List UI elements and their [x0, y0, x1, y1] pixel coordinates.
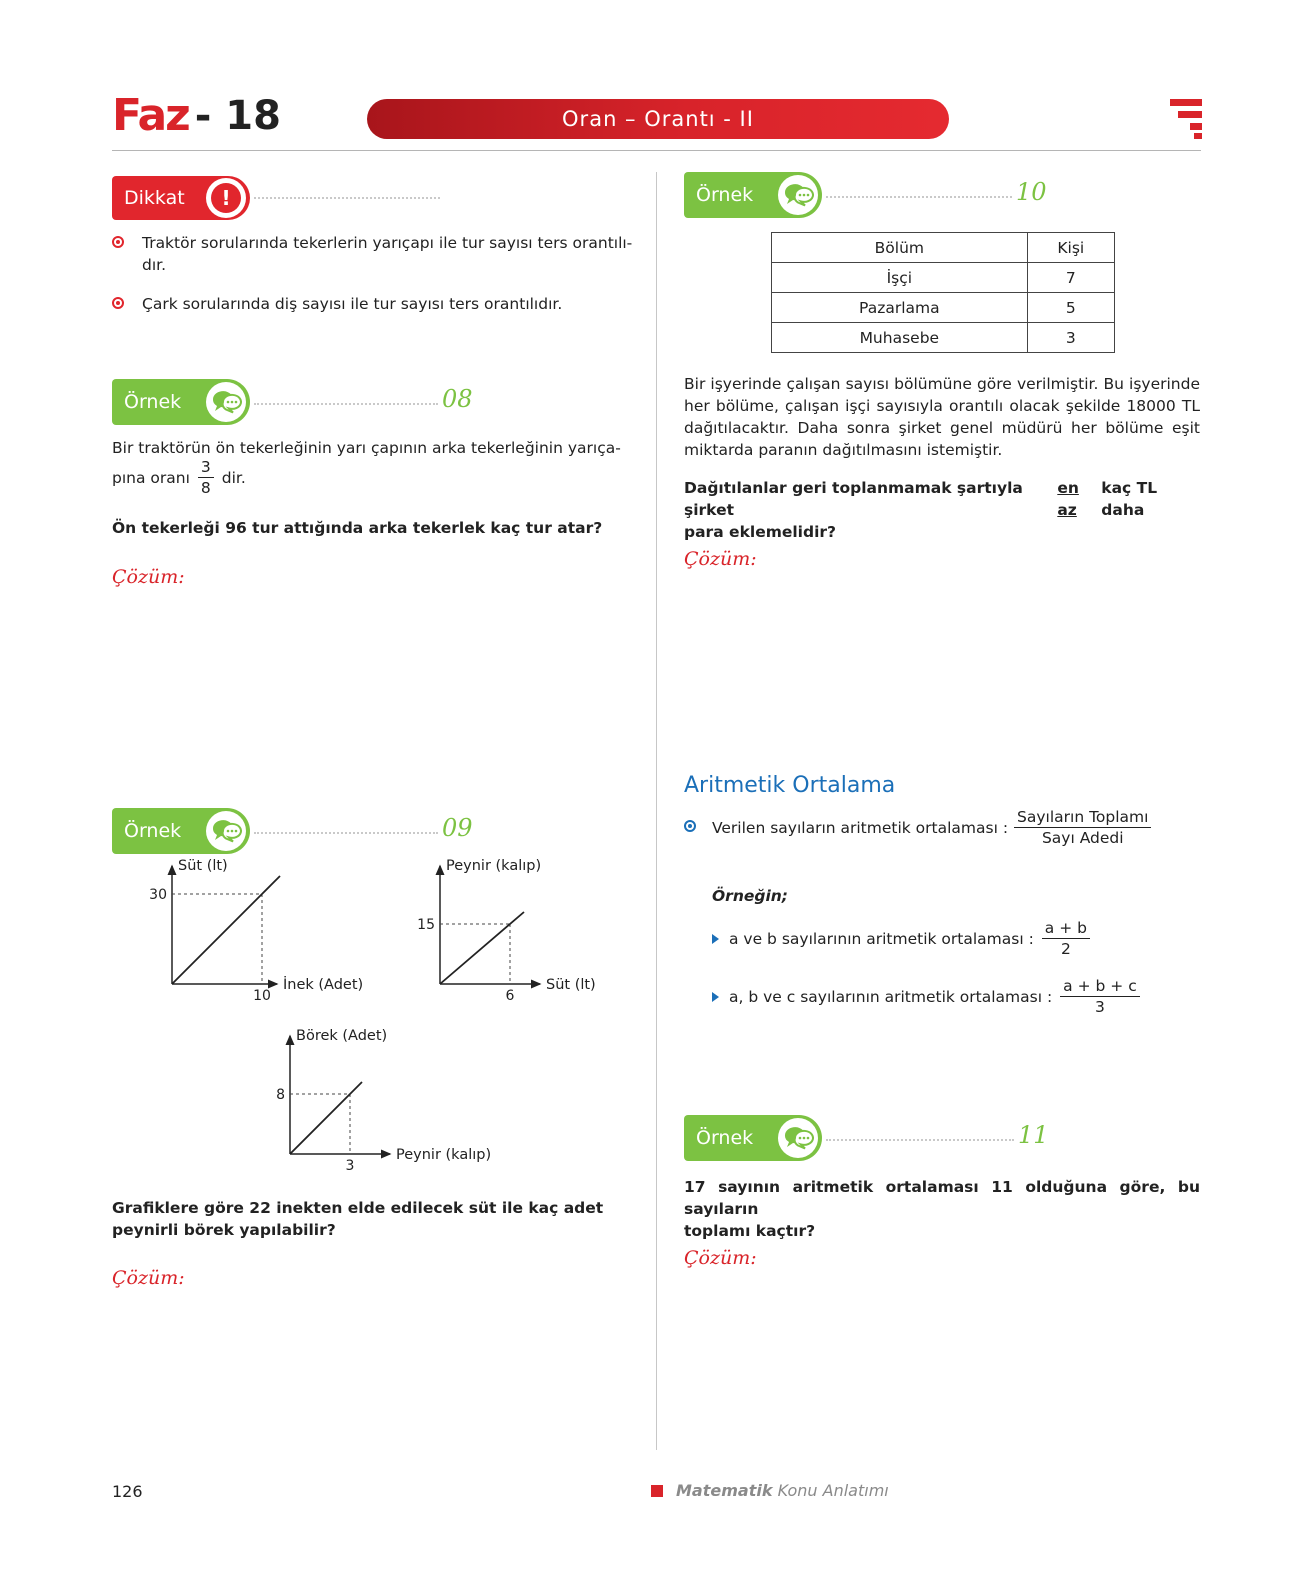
example-number: 10 [1016, 178, 1047, 206]
mean-example-2 [729, 976, 1144, 1017]
ex10-text-line: her bölüme, çalışan işçi sayısıyla orantılı olacak şekilde 18000 TL [684, 397, 1200, 415]
ornek-label: Örnek [696, 184, 754, 206]
y-axis-label: Börek (Adet) [296, 1028, 388, 1044]
ex10-text-line: dağıtılacaktır. Daha sonra şirket genel müdürü her bölüme eşit [684, 419, 1200, 437]
ex08-text-pre: pına oranı [112, 468, 190, 487]
department-table [771, 232, 1115, 353]
ex11-question-line2: toplamı kaçtır? [684, 1222, 816, 1240]
fraction-denominator: 3 [1095, 998, 1105, 1016]
example-number: 08 [442, 385, 473, 413]
table-cell: İşçi [772, 263, 1028, 293]
warning-icon: ! [206, 178, 246, 218]
ex08-text-line2 [112, 457, 246, 498]
y-tick-label: 8 [276, 1087, 285, 1103]
table-header-cell: Bölüm [772, 233, 1028, 263]
fraction-numerator: 3 [198, 457, 214, 478]
ex08-question: Ön tekerleği 96 tur attığında arka tekerlek kaç tur atar? [112, 519, 603, 537]
ex10-text-line: miktarda paranın dağıtılmasını istemiştir. [684, 441, 1003, 459]
y-tick-label: 30 [149, 887, 167, 903]
page-number: 126 [112, 1482, 143, 1501]
series-line [290, 1082, 362, 1154]
header-divider [112, 150, 1201, 151]
solution-label: Çözüm: [684, 548, 757, 570]
dikkat-badge [112, 176, 250, 220]
example-number: 11 [1018, 1121, 1049, 1149]
fraction-denominator: Sayı Adedi [1041, 829, 1124, 847]
footer-brand [676, 1481, 889, 1500]
x-tick-label: 6 [505, 988, 515, 1004]
dikkat-item-1-cont: dır. [142, 256, 167, 274]
mean-definition-text: Verilen sayıların aritmetik ortalaması : [712, 818, 1009, 837]
ornek-badge [684, 172, 822, 218]
page-title: Oran – Orantı - II [367, 99, 949, 139]
table-cell: Muhasebe [772, 323, 1028, 353]
y-axis-label: Peynir (kalıp) [446, 858, 542, 874]
fraction-numerator: a + b + c [1060, 976, 1140, 997]
arrow-bullet-icon [712, 934, 719, 944]
table-header-row [772, 233, 1115, 263]
dotted-leader [254, 832, 438, 834]
fraction-denominator: 2 [1060, 940, 1071, 958]
x-tick-label: 3 [345, 1158, 355, 1174]
bullet-icon [684, 820, 696, 832]
dotted-leader [826, 1139, 1014, 1141]
footer-square-icon [651, 1485, 663, 1497]
speech-bubble-icon [206, 382, 246, 422]
mean-example-2-fraction [1060, 976, 1140, 1017]
x-axis-label: Süt (lt) [546, 977, 596, 993]
table-cell: 7 [1027, 263, 1114, 293]
table-cell: Pazarlama [772, 293, 1028, 323]
mean-example-1 [729, 918, 1094, 959]
table-header-cell: Kişi [1027, 233, 1114, 263]
column-divider [656, 172, 657, 1450]
brand-mark-icon [1170, 99, 1202, 139]
table-row [772, 293, 1115, 323]
dikkat-item-1: Traktör sorularında tekerlerin yarıçapı ile tur sayısı ters orantılı- [142, 234, 633, 252]
series-line [440, 912, 524, 984]
ex11-question-line1: 17 sayının aritmetik ortalaması 11 olduğuna göre, bu sayıların [684, 1178, 1200, 1218]
solution-label: Çözüm: [684, 1247, 757, 1269]
ex10-text-block [684, 373, 1200, 461]
ex08-text-line1: Bir traktörün ön tekerleğinin yarı çapının arka tekerleğinin yarıça- [112, 439, 621, 457]
fraction-denominator: 8 [200, 479, 211, 497]
x-axis-label: Peynir (kalıp) [396, 1147, 492, 1163]
ornek-label: Örnek [124, 391, 182, 413]
speech-bubble-icon [778, 175, 818, 215]
ex10-question-pre: Dağıtılanlar geri toplanmamak şartıyla şirket [684, 479, 1023, 519]
ratio-fraction [198, 457, 214, 498]
ornek-label: Örnek [124, 820, 182, 842]
ex10-question-post: kaç TL daha [1101, 479, 1158, 519]
dotted-leader [254, 197, 440, 199]
ex10-question-line2: para eklemelidir? [684, 523, 837, 541]
ornek-badge [684, 1115, 822, 1161]
fraction-numerator: Sayıların Toplamı [1014, 807, 1151, 828]
chart-peynir-sut [417, 858, 596, 1004]
logo-text: Faz [112, 90, 189, 141]
ornek-badge [112, 379, 250, 425]
y-tick-label: 15 [417, 917, 435, 933]
ornek-label: Örnek [696, 1127, 754, 1149]
bullet-icon [112, 297, 124, 309]
ex09-question: Grafiklere göre 22 inekten elde edilecek süt ile kaç adet peynirli börek yapılabilir? [112, 1199, 604, 1239]
unit-number: - 18 [194, 93, 281, 139]
solution-label: Çözüm: [112, 1267, 185, 1289]
mean-example-2-text: a, b ve c sayılarının aritmetik ortalaması : [729, 987, 1053, 1006]
ex10-question-underline: en az [1057, 479, 1079, 519]
table-cell: 5 [1027, 293, 1114, 323]
ex10-text-line: Bir işyerinde çalışan sayısı bölümüne göre verilmiştir. Bu işyerinde [684, 375, 1200, 393]
dikkat-item-2: Çark sorularında diş sayısı ile tur sayısı ters orantılıdır. [142, 295, 563, 313]
ornek-badge [112, 808, 250, 854]
solution-label: Çözüm: [112, 566, 185, 588]
chart-sut-inek [149, 858, 363, 1004]
table-row [772, 323, 1115, 353]
mean-definition [712, 807, 1155, 848]
section-heading: Aritmetik Ortalama [684, 773, 896, 798]
mean-example-1-text: a ve b sayılarının aritmetik ortalaması : [729, 929, 1034, 948]
faz-logo [112, 90, 281, 141]
fraction-numerator: a + b [1042, 918, 1090, 939]
table-row [772, 263, 1115, 293]
ex09-charts [112, 856, 652, 1196]
mean-example-1-fraction [1042, 918, 1090, 959]
ex10-question [684, 477, 1200, 543]
dotted-leader [254, 403, 438, 405]
footer-brand-rest: Konu Anlatımı [777, 1481, 889, 1500]
x-tick-label: 10 [253, 988, 271, 1004]
speech-bubble-icon [778, 1118, 818, 1158]
mean-definition-fraction [1014, 807, 1151, 848]
dotted-leader [826, 196, 1012, 198]
arrow-bullet-icon [712, 992, 719, 1002]
speech-bubble-icon [206, 811, 246, 851]
ornegin-label: Örneğin; [712, 887, 789, 905]
ex11-question [684, 1176, 1200, 1242]
bullet-icon [112, 236, 124, 248]
footer-brand-bold: Matematik [676, 1481, 773, 1500]
dikkat-label: Dikkat [124, 187, 185, 209]
x-axis-label: İnek (Adet) [283, 977, 364, 993]
example-number: 09 [442, 814, 473, 842]
table-cell: 3 [1027, 323, 1114, 353]
y-axis-label: Süt (lt) [178, 858, 228, 874]
chart-borek-peynir [276, 1028, 491, 1174]
series-line [172, 876, 280, 984]
ex08-text-post: dir. [221, 468, 246, 487]
